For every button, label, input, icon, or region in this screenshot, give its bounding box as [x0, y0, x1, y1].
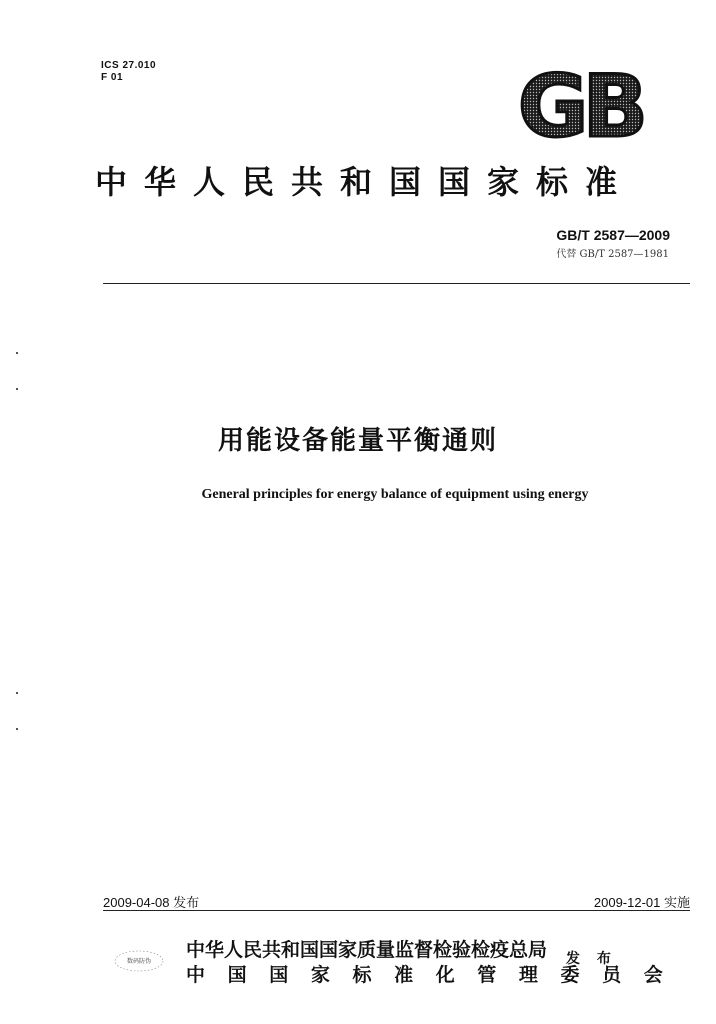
margin-mark [16, 728, 18, 730]
ics-code: ICS 27.010 [101, 60, 157, 71]
stamp-text: 数码防伪 [126, 958, 152, 965]
issue-date: 2009-04-08 发布 [103, 895, 200, 910]
replaces-standard: 代替 GB/T 2587—1981 [556, 249, 669, 260]
document-title-cn: 用能设备能量平衡通则 [217, 426, 498, 456]
publish-label: 发 布 [566, 951, 617, 967]
gb-logo-text: GB [517, 70, 643, 142]
header-divider [103, 283, 690, 284]
ccs-code: F 01 [101, 72, 124, 83]
document-title-en: General principles for energy balance of equipment using energy [201, 487, 589, 502]
national-standard-title: 中华人民共和国国家标准 [95, 163, 635, 201]
margin-mark [16, 388, 18, 390]
gb-logo [508, 70, 653, 142]
issuer-aqsiq: 中华人民共和国国家质量监督检验检疫总局 [186, 939, 548, 961]
margin-mark [16, 352, 18, 354]
issuer-sac: 中 国 国 家 标 准 化 管 理 委 员 会 [186, 964, 671, 986]
margin-mark [16, 692, 18, 694]
footer-divider [103, 910, 690, 911]
anti-counterfeit-stamp [113, 948, 183, 978]
classification-codes [101, 60, 156, 84]
implementation-date: 2009-12-01 实施 [593, 895, 690, 910]
standard-number: GB/T 2587—2009 [556, 227, 670, 243]
